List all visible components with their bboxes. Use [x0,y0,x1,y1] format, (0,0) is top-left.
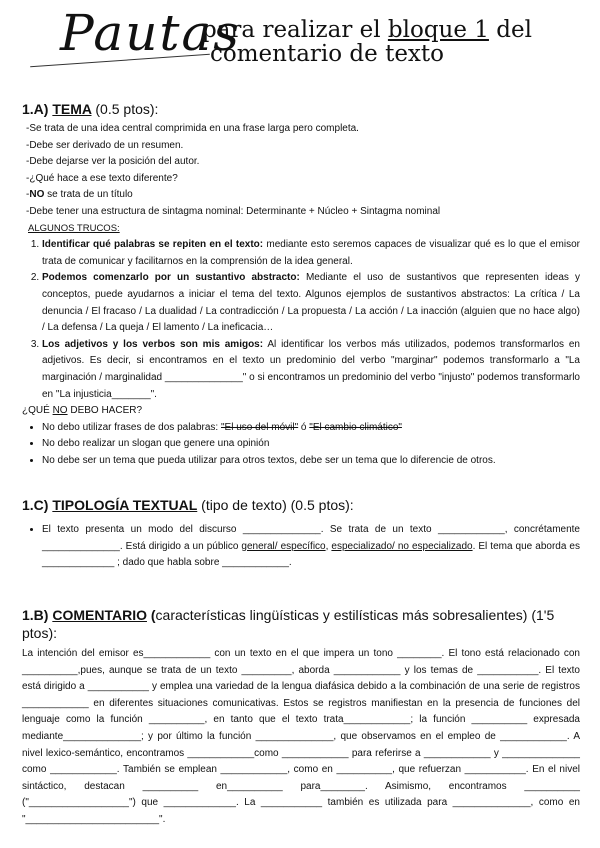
tipologia-item: • El texto presenta un modo del discurso ______________. Se trata de un texto ____________, concrétamente ______________. Está dirigido a un público general/ específico, especializado/ no especializado. El tema que aborda es _____________ ; dado que habla sobre ____________. [42,522,580,572]
dont-item: • No debe ser un tema que pueda utilizar para otros textos, debe ser un tema que lo diferencie de otros. [42,453,580,470]
trick-item: 3. Los adjetivos y los verbos son mis amigos: Al identificar los verbos más utilizados, podemos transformarlos en adjetivos. Es decir, si encontramos en el texto un predominio del verbo "marginar" podemos transformarlo a "La marginación / marginalidad ______________" o si encontramos un predominio del verbo "injusto" podemos transformarlo en "La injusticia_______". [42,337,580,403]
tema-line: -Debe dejarse ver la posición del autor. [26,156,200,168]
tipologia-list [22,522,580,572]
dont-item: • No debo utilizar frases de dos palabras: "El uso del móvil" ó "El cambio climático" [42,420,580,437]
title-pre: para realizar el [202,17,388,43]
title-underlined: bloque 1 [387,17,489,43]
tema-line: -Debe tener una estructura de sintagma nominal: Determinante + Núcleo + Sintagma nominal [26,205,441,217]
donts-title: ¿QUÉ NO DEBO HACER? [22,405,143,417]
title-post: del [488,17,532,43]
dont-item: • No debo realizar un slogan que genere una opinión [42,436,580,453]
section-tema [22,100,580,469]
tema-line: -Debe ser derivado de un resumen. [26,139,184,151]
trick-item: 1. Identificar qué palabras se repiten en el texto: mediante esto seremos capaces de visualizar qué es lo que el emisor trata de comunicar y facilitarnos en la comprensión de la idea general. [42,237,580,270]
section-comentario-heading: 1.B) COMENTARIO (características lingüísticas y estilísticas más sobresalientes) (1'5 ptos): [22,607,555,641]
tricks-list [22,237,580,403]
section-comentario [22,606,580,829]
header [0,0,600,92]
script-title: Pautas [60,4,241,62]
trick-item: 2. Podemos comenzarlo por un sustantivo abstracto: Mediante el uso de sustantivos que representen ideas y conceptos, puede ayudarnos a iniciar el tema del texto. Algunos ejemplos de sustantivos abstractos: La crítica / La denuncia / El fracaso / La dualidad / La contradicción / La propuesta / La acción / La inacción (alguien que no hace algo) / La defensa / La queja / El lamento / La ineficacia… [42,270,580,336]
donts-list [22,420,580,470]
tricks-title: ALGUNOS TRUCOS: [28,222,120,234]
comentario-text: La intención del emisor es____________ con un texto en el que impera un tono ________. El tono está relacionado con __________,pues, aunque se trata de un texto _________, aborda ____________ y los temas de ___________. El texto está dirigido a ___________ y emplea una variedad de la lengua diafásica debido a la combinación de una serie de registros ____________ en diferentes situaciones comunicativas. Estos se registros manifiestan en la presencia de funciones del lenguaje como la función __________, en tanto que el texto trata____________; la función __________ expresada mediante______________; y por último la función ______________, que observamos en el empleo de ____________. A nivel lexico-semántico, encontramos ____________como ____________ para referirse a ____________ y ______________ como ____________. También se emplean ____________, como en __________, que refuerzan ___________. En el nivel sintáctico, destacan __________ en__________ para________. Asimismo, encontramos __________ ("__________________") que _____________. La ___________ también es utilizada para ______________, como en "________________________". [22,648,580,825]
tema-line-no: -NO se trata de un título [26,189,133,201]
tema-line: -¿Qué hace a ese texto diferente? [26,172,178,184]
section-tipologia [22,496,580,572]
section-tema-heading: 1.A) TEMA (0.5 ptos): [22,101,159,117]
tema-line: -Se trata de una idea central comprimida en una frase larga pero completa. [26,123,359,134]
page-title [202,18,532,66]
section-tipologia-heading: 1.C) TIPOLOGÍA TEXTUAL (tipo de texto) (0.5 ptos): [22,497,354,513]
title-line2: comentario de texto [210,41,444,67]
